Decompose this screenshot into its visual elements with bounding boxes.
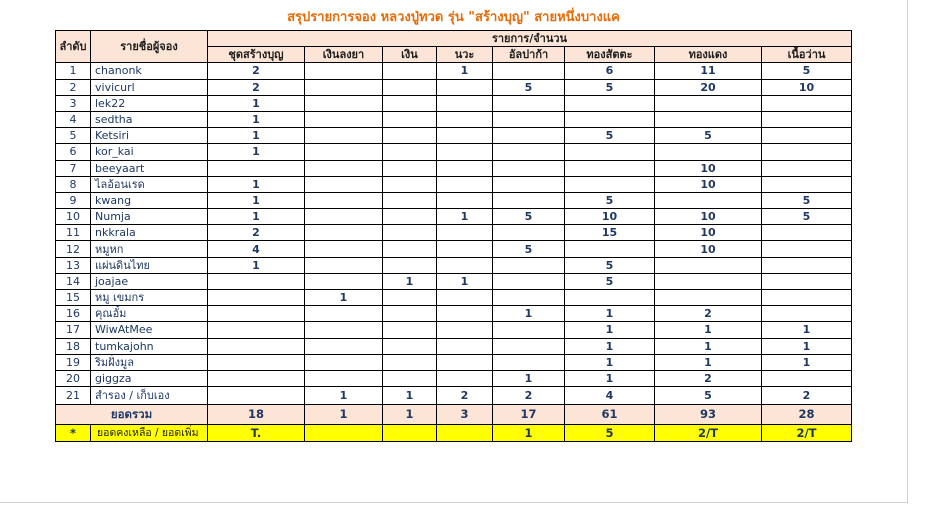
row-value-cell[interactable] [437,306,493,322]
row-value-cell[interactable]: 1 [762,338,852,354]
row-value-cell[interactable]: 2 [208,79,305,95]
row-index-cell[interactable]: 17 [56,322,91,338]
row-value-cell[interactable] [655,273,762,289]
row-value-cell[interactable] [305,63,383,79]
row-value-cell[interactable] [565,144,655,160]
row-value-cell[interactable] [383,111,437,127]
row-value-cell[interactable] [305,370,383,386]
table-row [56,338,852,354]
row-index-cell[interactable]: 3 [56,95,91,111]
row-value-cell[interactable] [493,225,565,241]
row-index-cell[interactable]: 16 [56,306,91,322]
row-value-cell[interactable] [208,338,305,354]
row-value-cell[interactable]: 10 [655,225,762,241]
table-row [56,95,852,111]
row-value-cell[interactable]: 1 [208,128,305,144]
row-value-cell[interactable] [208,322,305,338]
row-index-cell[interactable]: 6 [56,144,91,160]
row-value-cell[interactable]: 5 [655,128,762,144]
row-value-cell[interactable] [493,192,565,208]
row-value-cell[interactable]: 10 [655,176,762,192]
row-index-cell[interactable]: 13 [56,257,91,273]
table-row [56,111,852,127]
header-index[interactable]: ลำดับ [56,31,91,63]
row-value-cell[interactable]: 11 [655,63,762,79]
row-value-cell[interactable] [655,290,762,306]
row-value-cell[interactable]: 2 [762,387,852,405]
row-value-cell[interactable] [305,79,383,95]
row-value-cell[interactable] [437,160,493,176]
header-item[interactable]: อัลปาก้า [493,47,565,63]
row-value-cell[interactable] [383,306,437,322]
row-value-cell[interactable]: 1 [762,322,852,338]
row-index-cell[interactable]: 21 [56,387,91,405]
row-value-cell[interactable] [437,95,493,111]
row-value-cell[interactable] [493,95,565,111]
header-group[interactable]: รายการ/จำนวน [208,31,852,47]
row-value-cell[interactable]: 15 [565,225,655,241]
row-name-cell[interactable]: joajae [91,273,208,289]
total-value-cell[interactable]: 18 [208,405,305,425]
row-value-cell[interactable] [762,257,852,273]
row-value-cell[interactable]: 5 [762,192,852,208]
row-name-cell[interactable]: ไลอ้อนเรด [91,176,208,192]
row-value-cell[interactable] [305,160,383,176]
row-name-cell[interactable]: giggza [91,370,208,386]
row-value-cell[interactable] [383,225,437,241]
row-value-cell[interactable] [208,370,305,386]
row-value-cell[interactable] [383,209,437,225]
row-value-cell[interactable]: 5 [565,79,655,95]
row-value-cell[interactable]: 5 [655,387,762,405]
row-value-cell[interactable] [437,176,493,192]
row-value-cell[interactable] [762,111,852,127]
row-index-cell[interactable]: 9 [56,192,91,208]
total-value-cell[interactable]: 3 [437,405,493,425]
row-value-cell[interactable]: 2 [655,370,762,386]
remaining-value-cell[interactable] [383,425,437,442]
row-value-cell[interactable]: 1 [208,209,305,225]
booking-summary-table [55,30,852,442]
row-value-cell[interactable] [762,176,852,192]
row-value-cell[interactable]: 5 [565,273,655,289]
total-value-cell[interactable]: 61 [565,405,655,425]
header-item[interactable]: ทองสัตตะ [565,47,655,63]
row-name-cell[interactable]: tumkajohn [91,338,208,354]
sheet-title: สรุปรายการจอง หลวงปู่ทวด รุ่น "สร้างบุญ" สายหนึ่งบางแค [287,10,620,25]
remaining-value-cell[interactable]: 1 [493,425,565,442]
row-value-cell[interactable]: 5 [493,79,565,95]
row-value-cell[interactable] [305,241,383,257]
row-name-cell[interactable]: แผ่นดินไทย [91,257,208,273]
row-index-cell[interactable]: 8 [56,176,91,192]
row-value-cell[interactable] [305,111,383,127]
row-value-cell[interactable] [383,338,437,354]
row-value-cell[interactable]: 1 [383,273,437,289]
row-value-cell[interactable] [437,144,493,160]
row-value-cell[interactable]: 1 [208,95,305,111]
row-value-cell[interactable] [437,128,493,144]
header-item[interactable]: ชุดสร้างบุญ [208,47,305,63]
row-value-cell[interactable]: 5 [565,192,655,208]
row-value-cell[interactable] [437,241,493,257]
table-row [56,192,852,208]
row-value-cell[interactable]: 10 [565,209,655,225]
row-value-cell[interactable]: 1 [762,354,852,370]
row-value-cell[interactable] [305,338,383,354]
row-value-cell[interactable] [437,354,493,370]
row-value-cell[interactable] [383,241,437,257]
row-value-cell[interactable]: 1 [208,257,305,273]
row-value-cell[interactable]: 1 [655,354,762,370]
row-value-cell[interactable] [493,354,565,370]
row-value-cell[interactable] [762,225,852,241]
remaining-value-cell[interactable]: 2/T [655,425,762,442]
row-value-cell[interactable] [305,209,383,225]
remaining-row [56,425,852,442]
row-name-cell[interactable]: kor_kai [91,144,208,160]
row-value-cell[interactable] [208,290,305,306]
row-value-cell[interactable]: 1 [208,144,305,160]
row-value-cell[interactable]: 2 [208,225,305,241]
row-value-cell[interactable]: 1 [208,192,305,208]
row-value-cell[interactable]: 5 [493,241,565,257]
row-value-cell[interactable] [383,192,437,208]
row-value-cell[interactable] [305,354,383,370]
row-value-cell[interactable] [208,306,305,322]
table-row [56,306,852,322]
row-value-cell[interactable]: 1 [493,370,565,386]
row-value-cell[interactable] [493,128,565,144]
row-value-cell[interactable]: 1 [437,63,493,79]
row-value-cell[interactable] [383,370,437,386]
row-index-cell[interactable]: 12 [56,241,91,257]
row-index-cell[interactable]: 11 [56,225,91,241]
row-name-cell[interactable]: ริมฝั่งมูล [91,354,208,370]
row-value-cell[interactable]: 10 [655,241,762,257]
table-body [56,31,852,442]
total-value-cell[interactable]: 28 [762,405,852,425]
row-value-cell[interactable] [305,225,383,241]
row-value-cell[interactable] [493,160,565,176]
remaining-value-cell[interactable] [305,425,383,442]
total-value-cell[interactable]: 1 [383,405,437,425]
row-value-cell[interactable] [565,111,655,127]
sheet-border-right [907,0,908,503]
row-value-cell[interactable] [493,273,565,289]
row-index-cell[interactable]: 20 [56,370,91,386]
row-value-cell[interactable] [383,257,437,273]
remaining-value-cell[interactable]: 5 [565,425,655,442]
row-value-cell[interactable]: 1 [565,370,655,386]
row-value-cell[interactable] [305,128,383,144]
row-value-cell[interactable] [493,290,565,306]
row-value-cell[interactable] [762,144,852,160]
row-value-cell[interactable]: 5 [565,257,655,273]
row-value-cell[interactable] [305,257,383,273]
row-name-cell[interactable]: vivicurl [91,79,208,95]
row-value-cell[interactable] [762,160,852,176]
row-name-cell[interactable]: คุณอั๋ม [91,306,208,322]
row-value-cell[interactable] [437,257,493,273]
row-value-cell[interactable] [655,95,762,111]
total-value-cell[interactable]: 93 [655,405,762,425]
table-row [56,387,852,405]
row-value-cell[interactable] [762,370,852,386]
row-value-cell[interactable] [437,225,493,241]
row-name-cell[interactable]: lek22 [91,95,208,111]
row-value-cell[interactable]: 2 [437,387,493,405]
row-value-cell[interactable]: 1 [208,176,305,192]
row-value-cell[interactable] [208,387,305,405]
table-row [56,144,852,160]
row-value-cell[interactable]: 1 [437,209,493,225]
row-value-cell[interactable]: 1 [655,338,762,354]
row-value-cell[interactable] [493,63,565,79]
row-value-cell[interactable]: 5 [762,63,852,79]
row-value-cell[interactable] [305,176,383,192]
row-value-cell[interactable] [762,128,852,144]
row-value-cell[interactable]: 2 [493,387,565,405]
row-value-cell[interactable]: 1 [565,354,655,370]
row-value-cell[interactable]: 6 [565,63,655,79]
table-row [56,79,852,95]
header-item[interactable]: เงิน [383,47,437,63]
row-value-cell[interactable] [493,176,565,192]
row-value-cell[interactable] [437,322,493,338]
header-item[interactable]: นวะ [437,47,493,63]
row-value-cell[interactable]: 5 [762,209,852,225]
row-value-cell[interactable] [437,370,493,386]
row-value-cell[interactable] [383,128,437,144]
row-index-cell[interactable]: 18 [56,338,91,354]
table-row [56,322,852,338]
row-name-cell[interactable]: nkkrala [91,225,208,241]
row-value-cell[interactable] [565,290,655,306]
row-index-cell[interactable]: 2 [56,79,91,95]
row-index-cell[interactable]: 5 [56,128,91,144]
row-name-cell[interactable]: หมู เขมกร [91,290,208,306]
row-value-cell[interactable] [305,144,383,160]
row-value-cell[interactable] [762,273,852,289]
table-row [56,209,852,225]
remaining-value-cell[interactable]: T. [208,425,305,442]
row-value-cell[interactable] [655,192,762,208]
row-value-cell[interactable]: 4 [208,241,305,257]
row-value-cell[interactable] [305,95,383,111]
row-value-cell[interactable] [383,176,437,192]
row-value-cell[interactable]: 2 [655,306,762,322]
row-value-cell[interactable] [305,322,383,338]
row-value-cell[interactable] [565,241,655,257]
row-value-cell[interactable] [383,160,437,176]
row-value-cell[interactable]: 1 [655,322,762,338]
row-value-cell[interactable] [565,95,655,111]
row-name-cell[interactable]: beeyaart [91,160,208,176]
table-row [56,176,852,192]
table-row [56,63,852,79]
header-row-top [56,31,852,47]
row-value-cell[interactable] [493,322,565,338]
row-value-cell[interactable] [762,290,852,306]
row-value-cell[interactable]: 1 [493,306,565,322]
table-row [56,290,852,306]
row-value-cell[interactable]: 2 [208,63,305,79]
total-value-cell[interactable]: 1 [305,405,383,425]
row-value-cell[interactable] [565,176,655,192]
row-value-cell[interactable] [305,192,383,208]
row-index-cell[interactable]: 15 [56,290,91,306]
row-value-cell[interactable]: 4 [565,387,655,405]
remaining-marker[interactable]: * [56,425,91,442]
row-value-cell[interactable] [208,160,305,176]
table-row [56,354,852,370]
row-name-cell[interactable]: WiwAtMee [91,322,208,338]
row-value-cell[interactable] [762,95,852,111]
row-value-cell[interactable] [493,111,565,127]
table-row [56,160,852,176]
row-value-cell[interactable]: 20 [655,79,762,95]
row-value-cell[interactable] [493,338,565,354]
row-value-cell[interactable] [493,257,565,273]
row-value-cell[interactable] [762,306,852,322]
row-value-cell[interactable] [383,290,437,306]
table-row [56,128,852,144]
row-value-cell[interactable]: 1 [305,387,383,405]
row-index-cell[interactable]: 7 [56,160,91,176]
table-row [56,257,852,273]
table-row [56,241,852,257]
row-name-cell[interactable]: Ketsiri [91,128,208,144]
row-name-cell[interactable]: chanonk [91,63,208,79]
row-value-cell[interactable] [655,257,762,273]
remaining-value-cell[interactable]: 2/T [762,425,852,442]
header-item[interactable]: เงินลงยา [305,47,383,63]
row-value-cell[interactable] [383,95,437,111]
row-value-cell[interactable] [655,144,762,160]
row-value-cell[interactable]: 5 [565,128,655,144]
row-value-cell[interactable] [437,111,493,127]
row-value-cell[interactable]: 1 [383,387,437,405]
row-value-cell[interactable]: 1 [565,338,655,354]
row-value-cell[interactable] [383,322,437,338]
row-value-cell[interactable] [655,111,762,127]
row-value-cell[interactable] [493,144,565,160]
row-index-cell[interactable]: 10 [56,209,91,225]
row-value-cell[interactable] [208,354,305,370]
remaining-label[interactable]: ยอดคงเหลือ / ยอดเพิ่ม [91,425,208,442]
row-value-cell[interactable] [305,306,383,322]
row-index-cell[interactable]: 4 [56,111,91,127]
row-value-cell[interactable]: 5 [493,209,565,225]
remaining-value-cell[interactable] [437,425,493,442]
total-row [56,405,852,425]
sheet-border-bottom [0,502,907,503]
row-index-cell[interactable]: 14 [56,273,91,289]
row-value-cell[interactable] [383,354,437,370]
header-item[interactable]: ทองแดง [655,47,762,63]
row-value-cell[interactable] [383,79,437,95]
row-value-cell[interactable]: 1 [565,322,655,338]
header-item[interactable]: เนื้อว่าน [762,47,852,63]
row-value-cell[interactable] [437,290,493,306]
row-value-cell[interactable]: 1 [305,290,383,306]
header-name[interactable]: รายชื่อผู้จอง [91,31,208,63]
row-name-cell[interactable]: kwang [91,192,208,208]
row-name-cell[interactable]: หมูหก [91,241,208,257]
table-row [56,370,852,386]
row-value-cell[interactable]: 1 [565,306,655,322]
total-label[interactable]: ยอดรวม [56,405,208,425]
row-value-cell[interactable] [437,192,493,208]
row-name-cell[interactable]: sedtha [91,111,208,127]
table-row [56,273,852,289]
total-value-cell[interactable]: 17 [493,405,565,425]
row-value-cell[interactable]: 10 [762,79,852,95]
row-value-cell[interactable]: 1 [208,111,305,127]
row-value-cell[interactable] [383,63,437,79]
row-value-cell[interactable] [305,273,383,289]
row-value-cell[interactable] [437,338,493,354]
row-value-cell[interactable] [762,241,852,257]
row-value-cell[interactable] [383,144,437,160]
row-value-cell[interactable]: 10 [655,160,762,176]
row-index-cell[interactable]: 1 [56,63,91,79]
row-value-cell[interactable]: 1 [437,273,493,289]
row-value-cell[interactable] [208,273,305,289]
row-value-cell[interactable] [437,79,493,95]
table-row [56,225,852,241]
row-value-cell[interactable]: 10 [655,209,762,225]
row-value-cell[interactable] [565,160,655,176]
row-name-cell[interactable]: Numja [91,209,208,225]
row-index-cell[interactable]: 19 [56,354,91,370]
row-name-cell[interactable]: สำรอง / เก็บเอง [91,387,208,405]
